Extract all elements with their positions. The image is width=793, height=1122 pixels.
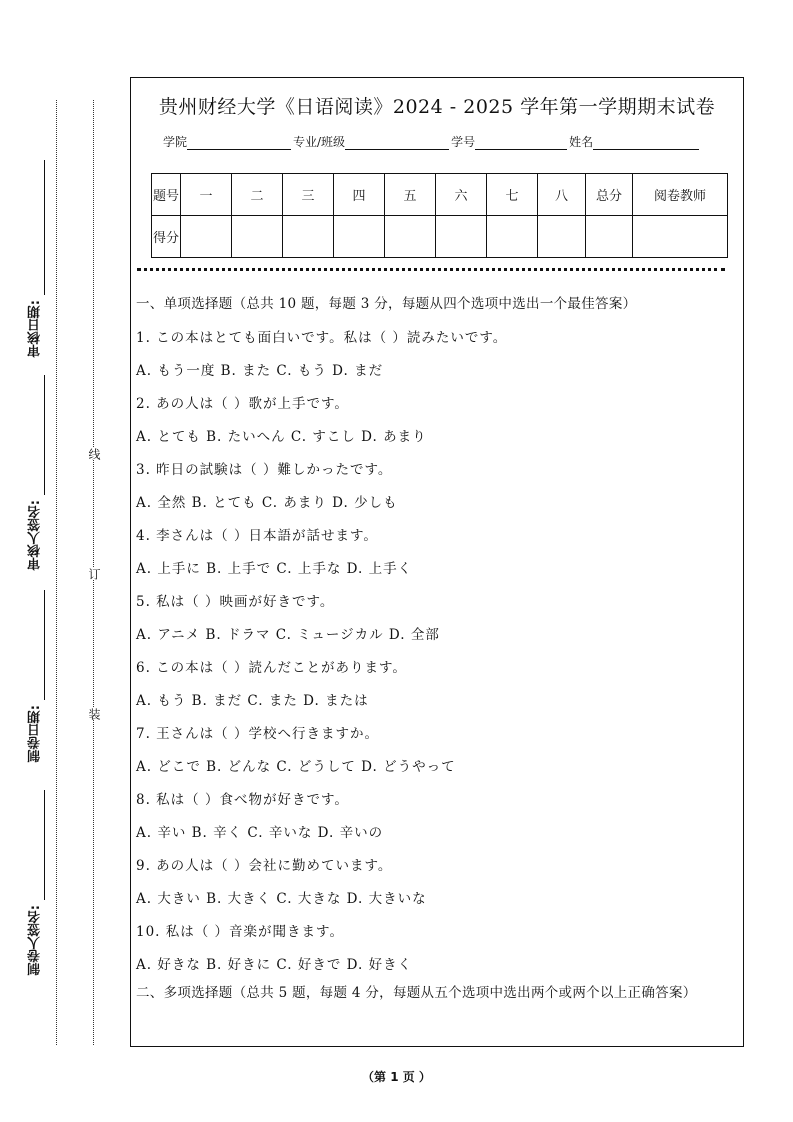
major-class-label: 专业/班级 [293, 135, 346, 149]
major-class-field[interactable] [345, 137, 449, 150]
page-number: （第 1 页 ） [362, 1070, 431, 1084]
binding-dotted-line-outer [56, 100, 57, 1045]
score-cell[interactable] [334, 216, 385, 258]
question-4-options: A. 上手に B. 上手で C. 上手な D. 上手く [136, 561, 413, 577]
score-col-5: 五 [385, 174, 436, 216]
question-1-options: A. もう一度 B. また C. もう D. まだ [136, 363, 384, 379]
score-cell[interactable] [436, 216, 487, 258]
question-9-options: A. 大きい B. 大きく C. 大きな D. 大きいな [136, 891, 427, 907]
score-col-grader: 阅卷教师 [633, 174, 728, 216]
score-table-row2-label: 得分 [152, 216, 181, 258]
student-id-field[interactable] [475, 137, 567, 150]
exam-frame [130, 77, 744, 1047]
score-cell[interactable] [487, 216, 538, 258]
score-col-4: 四 [334, 174, 385, 216]
question-2: 2. あの人は（ ）歌が上手です。 [136, 396, 349, 412]
preparer-sign-line[interactable] [44, 790, 45, 900]
question-3-options: A. 全然 B. とても C. あまり D. 少しも [136, 495, 398, 511]
score-table-header-row [152, 174, 728, 216]
score-table-score-row [152, 216, 728, 258]
college-label: 学院 [163, 135, 188, 149]
score-cell-grader[interactable] [633, 216, 728, 258]
review-date-label: 审核日期: [28, 300, 43, 358]
score-table-row1-label: 题号 [152, 174, 181, 216]
score-col-1: 一 [181, 174, 232, 216]
question-4: 4. 李さんは（ ）日本語が話せます。 [136, 528, 378, 544]
preparer-sign-label: 制卷人签名: [28, 905, 43, 976]
score-col-3: 三 [283, 174, 334, 216]
prep-date-line[interactable] [44, 590, 45, 700]
section2-heading: 二、多项选择题（总共 5 题，每题 4 分，每题从五个选项中选出两个或两个以上正确答案） [136, 985, 697, 1001]
dotted-separator [137, 268, 725, 271]
student-info-row [163, 133, 701, 150]
question-10-options: A. 好きな B. 好きに C. 好きで D. 好きく [136, 957, 413, 973]
question-5: 5. 私は（ ）映画が好きです。 [136, 594, 335, 610]
score-cell[interactable] [283, 216, 334, 258]
score-table [151, 173, 728, 258]
review-date-line[interactable] [44, 160, 45, 295]
score-col-7: 七 [487, 174, 538, 216]
score-cell[interactable] [232, 216, 283, 258]
question-5-options: A. アニメ B. ドラマ C. ミュージカル D. 全部 [136, 627, 440, 643]
binding-mark-ding: 订 [84, 568, 104, 580]
college-field[interactable] [187, 137, 291, 150]
score-col-total: 总分 [586, 174, 633, 216]
binding-mark-zhuang: 装 [84, 708, 104, 720]
score-col-2: 二 [232, 174, 283, 216]
question-8-options: A. 辛い B. 辛く C. 辛いな D. 辛いの [136, 825, 384, 841]
score-col-8: 八 [538, 174, 586, 216]
question-9: 9. あの人は（ ）会社に勤めています。 [136, 858, 393, 874]
score-cell[interactable] [385, 216, 436, 258]
binding-mark-xian: 线 [84, 448, 104, 460]
question-10: 10. 私は（ ）音楽が聞きます。 [136, 924, 344, 940]
score-col-6: 六 [436, 174, 487, 216]
prep-date-label: 制卷日期: [28, 705, 43, 763]
score-cell[interactable] [538, 216, 586, 258]
exam-title: 贵州财经大学《日语阅读》2024 - 2025 学年第一学期期末试卷 [158, 96, 716, 118]
score-cell-total[interactable] [586, 216, 633, 258]
question-7-options: A. どこで B. どんな C. どうして D. どうやって [136, 759, 456, 775]
question-6-options: A. もう B. まだ C. また D. または [136, 693, 369, 709]
student-id-label: 学号 [451, 135, 476, 149]
question-7: 7. 王さんは（ ）学校へ行きますか。 [136, 726, 379, 742]
reviewer-sign-label: 审核人签名: [28, 500, 43, 571]
section1-heading: 一、单项选择题（总共 10 题，每题 3 分，每题从四个选项中选出一个最佳答案） [136, 296, 637, 312]
question-6: 6. この本は（ ）読んだことがあります。 [136, 660, 407, 676]
question-2-options: A. とても B. たいへん C. すこし D. あまり [136, 429, 427, 445]
question-8: 8. 私は（ ）食べ物が好きです。 [136, 792, 349, 808]
name-field[interactable] [593, 137, 699, 150]
question-3: 3. 昨日の試験は（ ）難しかったです。 [136, 462, 393, 478]
question-1: 1. この本はとても面白いです。私は（ ）読みたいです。 [136, 330, 508, 346]
reviewer-sign-line[interactable] [44, 375, 45, 495]
name-label: 姓名 [569, 135, 594, 149]
score-cell[interactable] [181, 216, 232, 258]
